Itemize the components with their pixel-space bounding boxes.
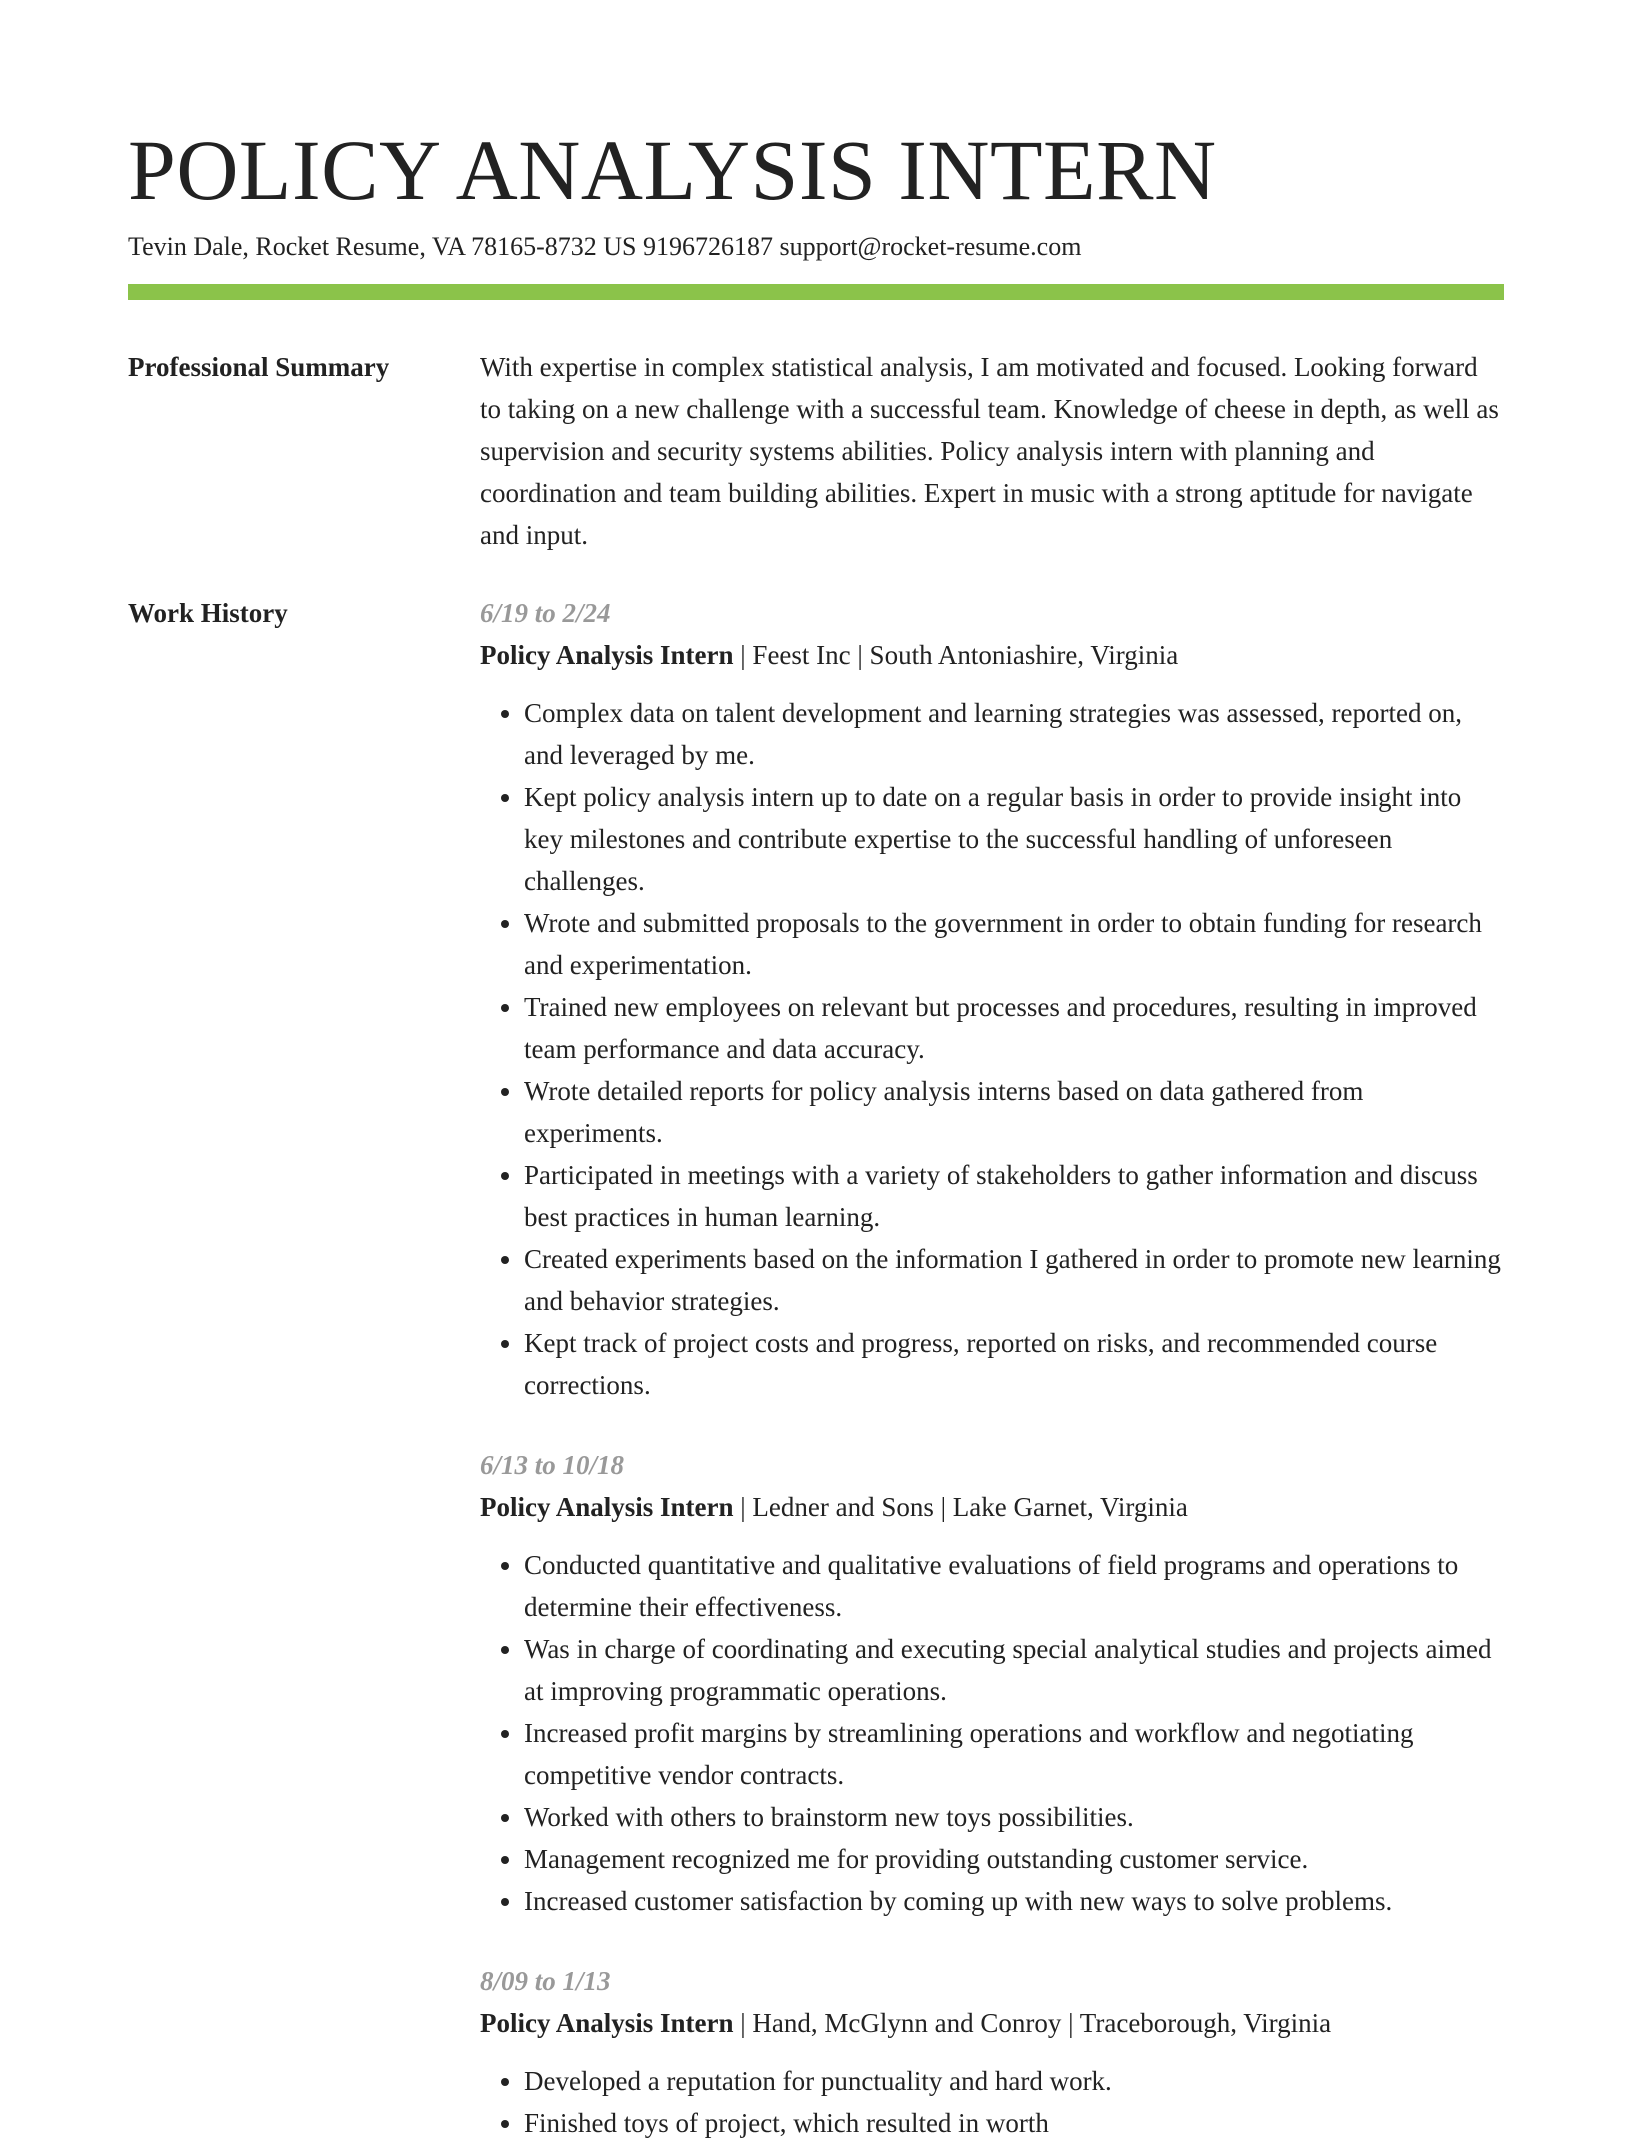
section-label-summary: Professional Summary <box>128 352 390 382</box>
job-bullet: • Created experiments based on the information I gathered in order to promote new learning and behavior strategies. <box>524 1238 1504 1322</box>
job-bullet: • Wrote and submitted proposals to the government in order to obtain funding for research and experimentation. <box>524 902 1504 986</box>
summary-text: With expertise in complex statistical analysis, I am motivated and focused. Looking forward to taking on a new challenge with a successful team. Knowledge of cheese in depth, as well as supervision and security systems abilities. Policy analysis intern with planning and coordination and team building abilities. Expert in music with a strong aptitude for navigate and input. <box>480 352 1499 550</box>
job-entry <box>480 1960 1504 2144</box>
job-bullet: • Worked with others to brainstorm new toys possibilities. <box>524 1796 1504 1838</box>
job-bullet: • Conducted quantitative and qualitative evaluations of field programs and operations to determine their effectiveness. <box>524 1544 1504 1628</box>
job-title: Policy Analysis Intern <box>480 2008 734 2038</box>
professional-summary-section <box>128 350 1504 556</box>
job-bullet: • Developed a reputation for punctuality and hard work. <box>524 2060 1504 2102</box>
job-heading <box>480 1486 1504 1528</box>
job-entry <box>480 592 1504 1406</box>
job-bullet: • Increased customer satisfaction by coming up with new ways to solve problems. <box>524 1880 1504 1922</box>
resume-page <box>128 120 1504 2144</box>
work-history-body <box>480 596 1504 2144</box>
job-bullet-list <box>480 2060 1504 2144</box>
job-bullet: • Was in charge of coordinating and executing special analytical studies and projects aimed at improving programmatic operations. <box>524 1628 1504 1712</box>
job-bullet: • Wrote detailed reports for policy analysis interns based on data gathered from experiments. <box>524 1070 1504 1154</box>
job-dates: 6/13 to 10/18 <box>480 1450 625 1480</box>
job-bullet: • Kept track of project costs and progress, reported on risks, and recommended course corrections. <box>524 1322 1504 1406</box>
job-details: | Feest Inc | South Antoniashire, Virginia <box>733 640 1179 670</box>
page-title: POLICY ANALYSIS INTERN <box>128 122 1217 218</box>
job-dates: 8/09 to 1/13 <box>480 1966 611 1996</box>
job-title: Policy Analysis Intern <box>480 1492 734 1522</box>
job-bullet: • Trained new employees on relevant but processes and procedures, resulting in improved team performance and data accuracy. <box>524 986 1504 1070</box>
job-details: | Ledner and Sons | Lake Garnet, Virginia <box>733 1492 1188 1522</box>
job-bullet: • Complex data on talent development and learning strategies was assessed, reported on, and leveraged by me. <box>524 692 1504 776</box>
job-bullet: • Kept policy analysis intern up to date on a regular basis in order to provide insight into key milestones and contribute expertise to the successful handling of unforeseen challenges. <box>524 776 1504 902</box>
job-heading <box>480 634 1504 676</box>
job-dates: 6/19 to 2/24 <box>480 598 611 628</box>
work-history-section <box>128 596 1504 2144</box>
job-entry <box>480 1444 1504 1922</box>
job-bullet-list <box>480 1544 1504 1922</box>
section-label-work-history: Work History <box>128 598 288 628</box>
job-bullet: • Finished toys of project, which resulted in worth <box>524 2102 1504 2144</box>
job-bullet: • Participated in meetings with a variety of stakeholders to gather information and discuss best practices in human learning. <box>524 1154 1504 1238</box>
job-bullet: • Management recognized me for providing outstanding customer service. <box>524 1838 1504 1880</box>
job-title: Policy Analysis Intern <box>480 640 734 670</box>
job-heading <box>480 2002 1504 2044</box>
contact-line: Tevin Dale, Rocket Resume, VA 78165-8732 US 9196726187 support@rocket-resume.com <box>128 232 1082 261</box>
job-bullet-list <box>480 692 1504 1406</box>
summary-body <box>480 350 1504 556</box>
accent-divider <box>128 284 1504 300</box>
job-details: | Hand, McGlynn and Conroy | Traceborough, Virginia <box>733 2008 1332 2038</box>
job-bullet: • Increased profit margins by streamlining operations and workflow and negotiating competitive vendor contracts. <box>524 1712 1504 1796</box>
